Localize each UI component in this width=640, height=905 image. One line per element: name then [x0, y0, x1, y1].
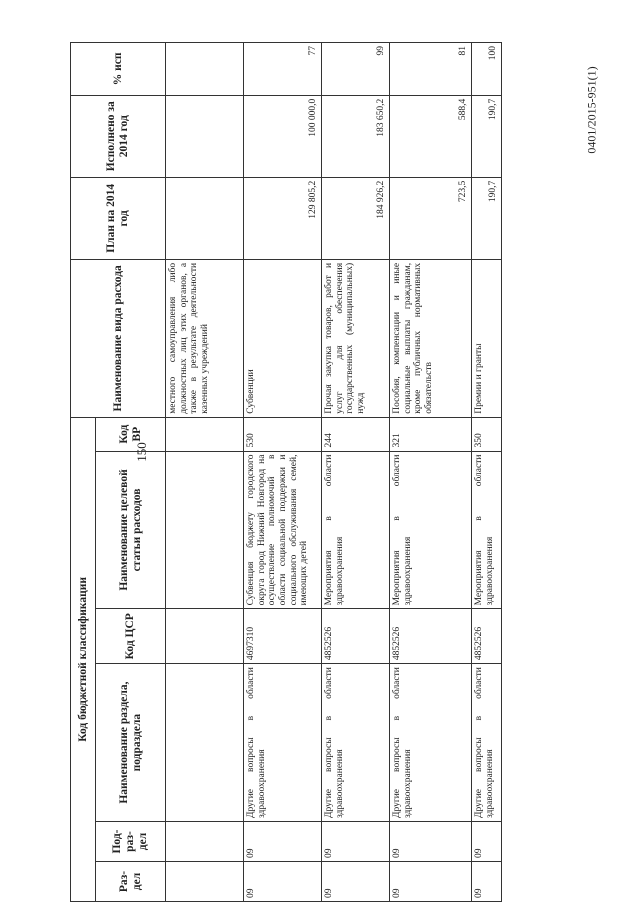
cell-pct: 100 [472, 43, 502, 96]
cell-name-razdel: Другие вопросы в области здравоохранения [322, 664, 390, 822]
cell-name-csr: Мероприятия в области здравоохранения [322, 451, 390, 609]
cell-vr [166, 417, 244, 451]
cell-name-vr: Пособия, компенсации и иные социальные выплаты гражданам, кроме публичных нормативных обязательств [390, 259, 472, 417]
cell-name-csr: Мероприятия в области здравоохранения [390, 451, 472, 609]
cell-name-csr: Субвенция бюджету городского округа город Нижний Новгород на осуществление полномочий в области социальной поддержки и социального обслуживания семей, имеющих детей [244, 451, 322, 609]
cell-name-razdel: Другие вопросы в области здравоохранения [244, 664, 322, 822]
cell-podrazdel: 09 [244, 822, 322, 862]
cell-name-razdel: Другие вопросы в области здравоохранения [390, 664, 472, 822]
cell-csr: 4697310 [244, 609, 322, 664]
cell-pct: 77 [244, 43, 322, 96]
cell-ispolneno: 190,7 [472, 95, 502, 177]
cell-plan: 190,7 [472, 177, 502, 259]
cell-plan: 129 805,2 [244, 177, 322, 259]
cell-ispolneno: 183 650,2 [322, 95, 390, 177]
cell-plan [166, 177, 244, 259]
cell-csr [166, 609, 244, 664]
cell-ispolneno [166, 95, 244, 177]
header-vr: Код ВР [96, 417, 166, 451]
cell-name-vr: Субвенции [244, 259, 322, 417]
cell-razdel: 09 [472, 862, 502, 902]
page-number: 150 [134, 442, 149, 462]
header-plan: План на 2014 год [71, 177, 166, 259]
cell-podrazdel: 09 [390, 822, 472, 862]
cell-pct: 99 [322, 43, 390, 96]
header-name-vr: Наименование вида расхода [71, 259, 166, 417]
header-name-razdel: Наименование раздела, подраздела [96, 664, 166, 822]
cell-razdel: 09 [390, 862, 472, 902]
cell-plan: 723,5 [390, 177, 472, 259]
header-razdel: Раз-дел [96, 862, 166, 902]
header-name-csr: Наименование целевой статьи расходов [96, 451, 166, 609]
cell-vr: 321 [390, 417, 472, 451]
cell-name-csr [166, 451, 244, 609]
header-podrazdel: Под-раз-дел [96, 822, 166, 862]
header-group-row [71, 43, 96, 902]
cell-name-razdel: Другие вопросы в области здравоохранения [472, 664, 502, 822]
table-row [166, 43, 244, 902]
cell-razdel [166, 862, 244, 902]
cell-podrazdel: 09 [472, 822, 502, 862]
cell-name-csr: Мероприятия в области здравоохранения [472, 451, 502, 609]
cell-csr: 4852526 [322, 609, 390, 664]
cell-csr: 4852526 [390, 609, 472, 664]
cell-razdel: 09 [244, 862, 322, 902]
document-id: 0401/2015-951(1) [584, 66, 599, 154]
cell-podrazdel [166, 822, 244, 862]
cell-plan: 184 926,2 [322, 177, 390, 259]
header-pct: % исп [71, 43, 166, 96]
cell-name-vr: Премии и гранты [472, 259, 502, 417]
header-csr: Код ЦСР [96, 609, 166, 664]
table-row [472, 43, 502, 902]
table-row [244, 43, 322, 902]
table-row [390, 43, 472, 902]
cell-pct [166, 43, 244, 96]
cell-vr: 350 [472, 417, 502, 451]
budget-table [70, 42, 502, 902]
cell-ispolneno: 588,4 [390, 95, 472, 177]
cell-name-vr: местного самоуправления либо должностных лиц этих органов, а также в результате деятельности казенных учреждений [166, 259, 244, 417]
header-group-title: Код бюджетной классификации [71, 417, 96, 901]
cell-vr: 244 [322, 417, 390, 451]
cell-pct: 81 [390, 43, 472, 96]
table-row [322, 43, 390, 902]
cell-vr: 530 [244, 417, 322, 451]
cell-podrazdel: 09 [322, 822, 390, 862]
cell-name-vr: Прочая закупка товаров, работ и услуг для обеспечения государственных (муниципальных) нужд [322, 259, 390, 417]
cell-csr: 4852526 [472, 609, 502, 664]
header-ispolneno: Исполнено за 2014 год [71, 95, 166, 177]
cell-razdel: 09 [322, 862, 390, 902]
cell-name-razdel [166, 664, 244, 822]
cell-ispolneno: 100 000,0 [244, 95, 322, 177]
budget-table-rotated [70, 42, 498, 902]
